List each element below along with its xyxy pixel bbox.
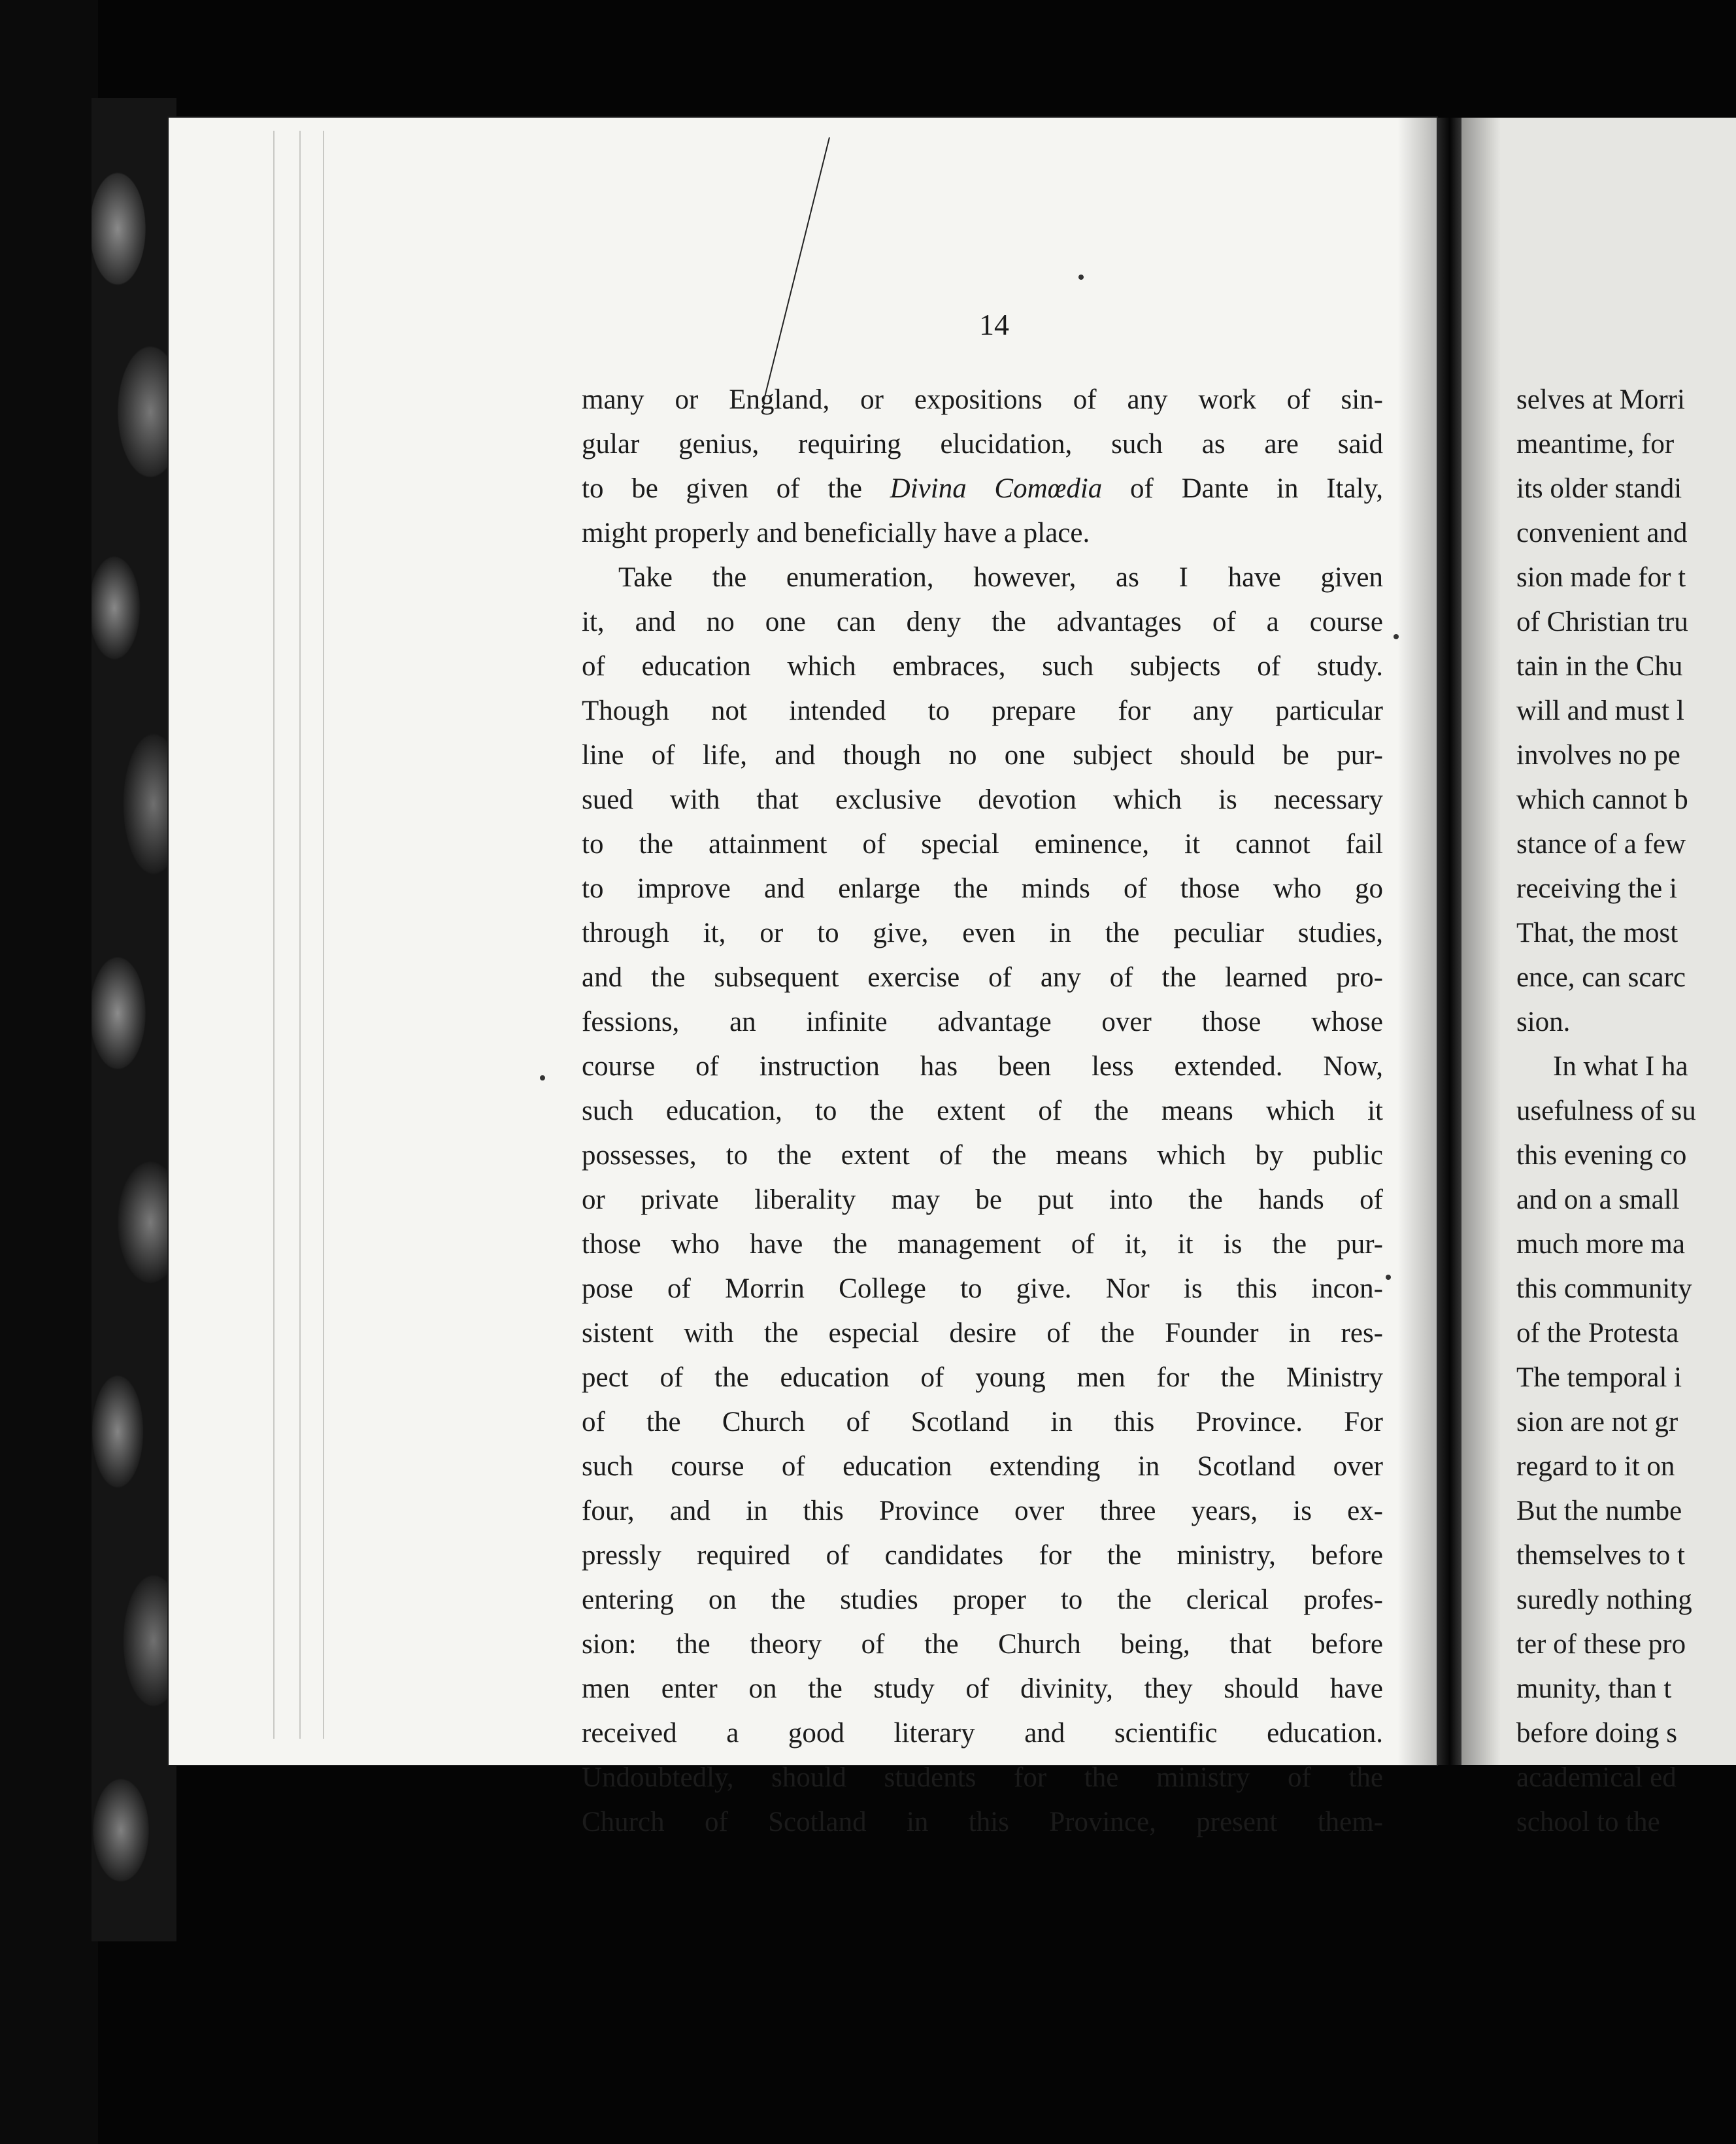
text-line (582, 1711, 1383, 1756)
text-run: of education which embraces, such subjects of study. (582, 651, 1383, 682)
text-run: fessions, an infinite advantage over those whose (582, 1007, 1383, 1037)
text-run: course of instruction has been less extended. Now, (582, 1051, 1383, 1082)
text-line (582, 1800, 1383, 1845)
left-page-text (582, 378, 1383, 1845)
text-line: The temporal i (1516, 1362, 1682, 1393)
scan-edge (0, 0, 98, 2144)
text-run: line of life, and though no one subject should be pur- (582, 740, 1383, 771)
page-number: 14 (979, 308, 1009, 341)
text-line: But the numbe (1516, 1496, 1682, 1526)
text-line (582, 1533, 1383, 1578)
text-line: academical ed (1516, 1762, 1677, 1793)
text-run: gular genius, requiring elucidation, such as are said (582, 429, 1383, 460)
text-line: suredly nothing (1516, 1584, 1692, 1615)
text-run: to the attainment of special eminence, it cannot fail (582, 829, 1383, 860)
text-run: received a good literary and scientific education. (582, 1718, 1383, 1749)
scan-speck (1078, 275, 1084, 280)
marbled-endpaper (92, 98, 176, 1941)
text-run: might properly and beneficially have a place. (582, 518, 1090, 548)
text-line (582, 600, 1383, 645)
text-run: many or England, or expositions of any work of sin- (582, 384, 1383, 415)
text-line (582, 422, 1383, 467)
text-run: pose of Morrin College to give. Nor is this incon- (582, 1273, 1383, 1304)
text-line: this community (1516, 1273, 1692, 1304)
text-line (582, 956, 1383, 1000)
right-page-text (1516, 378, 1736, 1845)
text-run: sion: the theory of the Church being, that before (582, 1629, 1383, 1660)
margin-rule (273, 131, 275, 1739)
text-line (582, 1622, 1383, 1667)
text-line: which cannot b (1516, 784, 1688, 815)
text-line: meantime, for (1516, 429, 1675, 460)
text-line (582, 1133, 1383, 1178)
text-run: and the subsequent exercise of any of the learned pro- (582, 962, 1383, 993)
text-run: Undoubtedly, should students for the ministry of the (582, 1762, 1383, 1793)
text-line: usefulness of su (1516, 1096, 1696, 1126)
book-gutter (1437, 118, 1463, 1765)
text-line: munity, than t (1516, 1673, 1672, 1704)
text-run: of the Church of Scotland in this Province. For (582, 1407, 1383, 1437)
text-line: convenient and (1516, 518, 1688, 548)
text-line (582, 1222, 1383, 1267)
text-line: and on a small (1516, 1184, 1680, 1215)
scan-speck (540, 1075, 545, 1080)
text-run: Though not intended to prepare for any particular (582, 695, 1383, 726)
text-run: those who have the management of it, it is the pur- (582, 1229, 1383, 1260)
text-line (582, 778, 1383, 822)
text-line (582, 1089, 1383, 1133)
text-line: That, the most (1516, 918, 1678, 948)
text-run: it, and no one can deny the advantages of a course (582, 607, 1383, 637)
text-line (582, 511, 1383, 556)
text-run: or private liberality may be put into the hands of (582, 1184, 1383, 1215)
text-line (582, 1578, 1383, 1622)
text-run: sistent with the especial desire of the Founder in res- (582, 1318, 1383, 1348)
text-line: of Christian tru (1516, 607, 1688, 637)
scan-speck (1386, 1275, 1391, 1280)
text-line: involves no pe (1516, 740, 1680, 771)
scan-speck (1394, 634, 1399, 639)
text-line: themselves to t (1516, 1540, 1685, 1571)
text-line: its older standi (1516, 473, 1682, 504)
text-line: ter of these pro (1516, 1629, 1686, 1660)
text-line: school to the (1516, 1807, 1660, 1837)
text-run: to improve and enlarge the minds of those who go (582, 873, 1383, 904)
text-line: tain in the Chu (1516, 651, 1683, 682)
text-line (582, 1045, 1383, 1089)
text-line (582, 556, 1383, 600)
text-line: this evening co (1516, 1140, 1687, 1171)
text-line (582, 1311, 1383, 1356)
text-line: sion are not gr (1516, 1407, 1678, 1437)
text-run: sued with that exclusive devotion which is necessary (582, 784, 1383, 815)
text-line: sion made for t (1516, 562, 1686, 593)
text-line (582, 1667, 1383, 1711)
text-line (582, 1178, 1383, 1222)
text-line (582, 1356, 1383, 1400)
text-line: selves at Morri (1516, 384, 1685, 415)
text-run: of Dante in Italy, (1102, 473, 1383, 504)
text-line (582, 1400, 1383, 1445)
text-line: regard to it on (1516, 1451, 1675, 1482)
text-run: through it, or to give, even in the peculiar studies, (582, 918, 1383, 948)
text-line: much more ma (1516, 1229, 1685, 1260)
text-line: In what I ha (1553, 1051, 1688, 1082)
text-line: before doing s (1516, 1718, 1677, 1749)
text-line: will and must l (1516, 695, 1684, 726)
text-run: entering on the studies proper to the clerical profes- (582, 1584, 1383, 1615)
text-run: pect of the education of young men for the Ministry (582, 1362, 1383, 1393)
text-line: of the Protesta (1516, 1318, 1679, 1348)
text-line: stance of a few (1516, 829, 1686, 860)
text-run: men enter on the study of divinity, they should have (582, 1673, 1383, 1704)
text-line (582, 822, 1383, 867)
text-line (582, 645, 1383, 689)
text-line (582, 1267, 1383, 1311)
text-line (582, 1000, 1383, 1045)
text-run: such course of education extending in Scotland over (582, 1451, 1383, 1482)
text-line: sion. (1516, 1007, 1571, 1037)
text-run: pressly required of candidates for the ministry, before (582, 1540, 1383, 1571)
text-run: to be given of the (582, 473, 890, 504)
text-run: Take the enumeration, however, as I have given (618, 562, 1383, 593)
italic-title: Divina Comœdia (890, 473, 1103, 504)
text-line (582, 867, 1383, 911)
text-line: receiving the i (1516, 873, 1677, 904)
text-run: possesses, to the extent of the means which by public (582, 1140, 1383, 1171)
text-line (582, 378, 1383, 422)
text-run: Church of Scotland in this Province, present them- (582, 1807, 1383, 1837)
text-run: such education, to the extent of the means which it (582, 1096, 1383, 1126)
text-line: ence, can scarc (1516, 962, 1686, 993)
text-line (582, 733, 1383, 778)
text-line (582, 1756, 1383, 1800)
text-line (582, 689, 1383, 733)
text-line (582, 1489, 1383, 1533)
text-line (582, 467, 1383, 511)
text-run: four, and in this Province over three years, is ex- (582, 1496, 1383, 1526)
text-line (582, 1445, 1383, 1489)
margin-rule (323, 131, 324, 1739)
text-line (582, 911, 1383, 956)
margin-rule (299, 131, 301, 1739)
